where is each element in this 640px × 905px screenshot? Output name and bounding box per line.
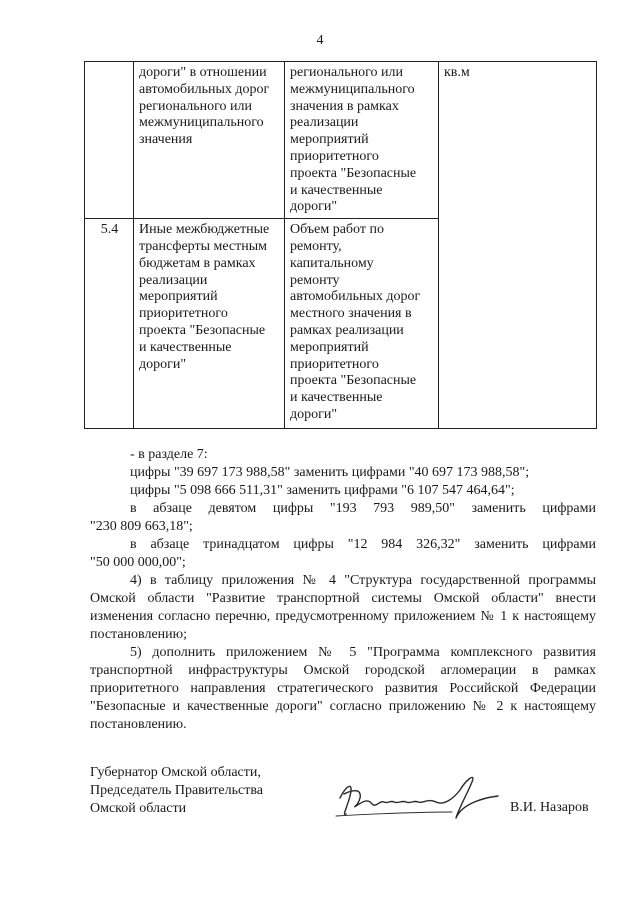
cell-text: Объем работ по ремонту, капитальному ремонту автомобильных дорог местного значения в рамках реализации мероприятий приоритетного проекта "Безопасные и качественные дороги" (290, 222, 421, 422)
paragraph-13-line-1: в абзаце тринадцатом цифры "12 984 326,32" заменить цифрами (130, 537, 596, 552)
cell-text: дороги" в отношении автомобильных дорог регионального или межмуниципального значения (139, 65, 270, 148)
amendments-text (90, 446, 596, 734)
signatory-title (90, 764, 263, 818)
signatory-name: В.И. Назаров (510, 800, 589, 815)
unit-text: кв.м (444, 65, 470, 80)
signatory-title-line-3: Омской области (90, 801, 187, 816)
cell-text: Иные межбюджетные трансферты местным бюджетам в рамках реализации мероприятий приоритетного проекта "Безопасные и качественные дороги" (139, 222, 270, 372)
indicator-cell (285, 62, 439, 219)
signatory-title-line-1: Губернатор Омской области, (90, 765, 261, 780)
paragraph-9-line-2: "230 809 663,18"; (90, 519, 193, 534)
row-number-cell (85, 62, 134, 219)
section-7-heading: - в разделе 7: (130, 447, 208, 462)
handwritten-signature (332, 768, 502, 826)
digits-replacement-1: цифры "39 697 173 988,58" заменить цифрами "40 697 173 988,58"; (130, 465, 530, 480)
transfer-name-cell (134, 219, 285, 429)
table-row (85, 62, 597, 219)
paragraph-13-line-2: "50 000 000,00"; (90, 555, 186, 570)
digits-replacement-2: цифры "5 098 666 511,31" заменить цифрами "6 107 547 464,64"; (130, 483, 515, 498)
page-number: 4 (316, 33, 324, 48)
paragraph-9-line-1: в абзаце девятом цифры "193 793 989,50" заменить цифрами (130, 501, 596, 516)
transfer-name-cell (134, 62, 285, 219)
item-4-paragraph: 4) в таблицу приложения № 4 "Структура государственной программы Омской области "Развитие транспортной системы Омской области" внести изменения согласно перечню, предусмотренному приложением № 1 к настоящему постановлению; (90, 573, 596, 642)
item-5-paragraph: 5) дополнить приложением № 5 "Программа комплексного развития транспортной инфраструктуры Омской городской агломерации в рамках приоритетного направления стратегического развития Российской Федерации "Безопасные и качественные дороги" согласно приложению № 2 к настоящему постановлению. (90, 645, 596, 732)
signatory-title-line-2: Председатель Правительства (90, 783, 263, 798)
budget-table (84, 61, 597, 429)
unit-cell (439, 62, 597, 429)
indicator-cell (285, 219, 439, 429)
row-number-cell: 5.4 (85, 219, 134, 429)
cell-text: регионального или межмуниципального значения в рамках реализации мероприятий приоритетного проекта "Безопасные и качественные дороги" (290, 65, 417, 215)
